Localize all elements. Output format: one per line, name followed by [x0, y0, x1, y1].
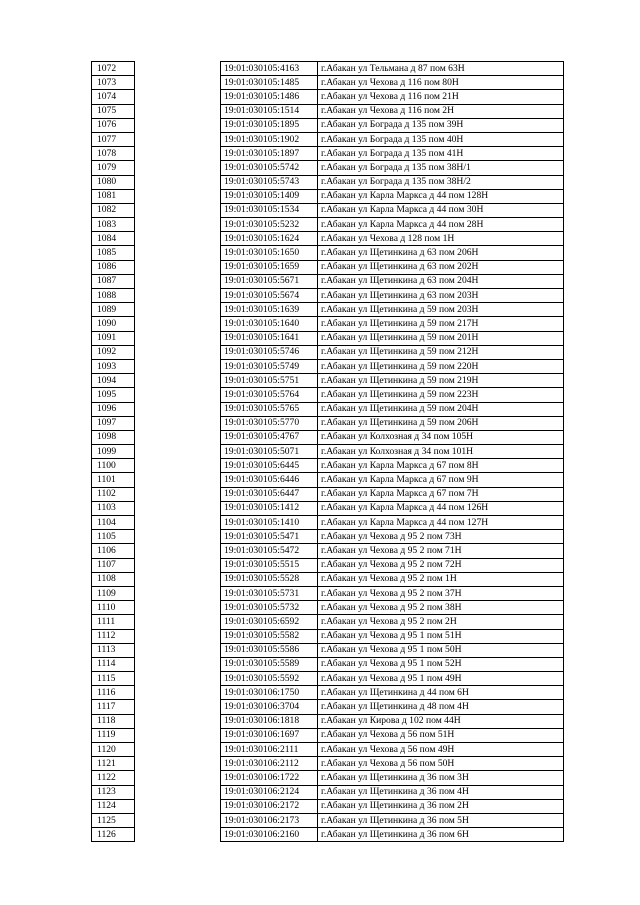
- object-address: г.Абакан ул Щетинкина д 59 пом 204Н: [318, 402, 564, 416]
- table-row: [92, 218, 564, 232]
- table-row: [92, 402, 564, 416]
- cadastral-number: 19:01:030105:6446: [221, 473, 318, 487]
- empty-cell: [135, 813, 221, 827]
- empty-cell: [135, 473, 221, 487]
- cadastral-number: 19:01:030105:5515: [221, 558, 318, 572]
- empty-cell: [135, 501, 221, 515]
- empty-cell: [135, 643, 221, 657]
- empty-cell: [135, 317, 221, 331]
- table-row: [92, 757, 564, 771]
- row-number: 1092: [92, 345, 135, 359]
- object-address: г.Абакан ул Чехова д 116 пом 80Н: [318, 76, 564, 90]
- table-row: [92, 516, 564, 530]
- empty-cell: [135, 175, 221, 189]
- cadastral-number: 19:01:030105:1895: [221, 118, 318, 132]
- cadastral-number: 19:01:030105:1639: [221, 303, 318, 317]
- table-row: [92, 161, 564, 175]
- object-address: г.Абакан ул Щетинкина д 63 пом 202Н: [318, 260, 564, 274]
- row-number: 1100: [92, 459, 135, 473]
- row-number: 1103: [92, 501, 135, 515]
- cadastral-number: 19:01:030105:5743: [221, 175, 318, 189]
- object-address: г.Абакан ул Бограда д 135 пом 39Н: [318, 118, 564, 132]
- object-address: г.Абакан ул Щетинкина д 59 пом 212Н: [318, 345, 564, 359]
- empty-cell: [135, 374, 221, 388]
- table-row: [92, 416, 564, 430]
- row-number: 1125: [92, 813, 135, 827]
- empty-cell: [135, 572, 221, 586]
- cadastral-number: 19:01:030105:5742: [221, 161, 318, 175]
- row-number: 1074: [92, 90, 135, 104]
- table-row: [92, 90, 564, 104]
- object-address: г.Абакан ул Щетинкина д 59 пом 217Н: [318, 317, 564, 331]
- cadastral-number: 19:01:030106:1697: [221, 728, 318, 742]
- row-number: 1079: [92, 161, 135, 175]
- empty-cell: [135, 289, 221, 303]
- empty-cell: [135, 487, 221, 501]
- object-address: г.Абакан ул Карла Маркса д 44 пом 128Н: [318, 189, 564, 203]
- cadastral-number: 19:01:030105:1486: [221, 90, 318, 104]
- row-number: 1115: [92, 672, 135, 686]
- row-number: 1073: [92, 76, 135, 90]
- row-number: 1110: [92, 601, 135, 615]
- cadastral-number: 19:01:030105:5472: [221, 544, 318, 558]
- table-row: [92, 359, 564, 373]
- cadastral-number: 19:01:030105:1409: [221, 189, 318, 203]
- empty-cell: [135, 601, 221, 615]
- object-address: г.Абакан ул Карла Маркса д 44 пом 30Н: [318, 203, 564, 217]
- table-row: [92, 317, 564, 331]
- row-number: 1105: [92, 530, 135, 544]
- cadastral-number: 19:01:030106:3704: [221, 700, 318, 714]
- object-address: г.Абакан ул Чехова д 95 2 пом 1Н: [318, 572, 564, 586]
- table-row: [92, 743, 564, 757]
- row-number: 1118: [92, 714, 135, 728]
- object-address: г.Абакан ул Карла Маркса д 67 пом 8Н: [318, 459, 564, 473]
- row-number: 1077: [92, 132, 135, 146]
- cadastral-number: 19:01:030105:5232: [221, 218, 318, 232]
- object-address: г.Абакан ул Колхозная д 34 пом 105Н: [318, 430, 564, 444]
- cadastral-number: 19:01:030105:5671: [221, 274, 318, 288]
- object-address: г.Абакан ул Щетинкина д 63 пом 206Н: [318, 246, 564, 260]
- cadastral-number: 19:01:030105:1412: [221, 501, 318, 515]
- object-address: г.Абакан ул Щетинкина д 36 пом 4Н: [318, 785, 564, 799]
- table-row: [92, 544, 564, 558]
- object-address: г.Абакан ул Карла Маркса д 44 пом 126Н: [318, 501, 564, 515]
- cadastral-number: 19:01:030106:2173: [221, 813, 318, 827]
- object-address: г.Абакан ул Чехова д 56 пом 51Н: [318, 728, 564, 742]
- empty-cell: [135, 260, 221, 274]
- empty-cell: [135, 771, 221, 785]
- empty-cell: [135, 62, 221, 76]
- row-number: 1101: [92, 473, 135, 487]
- table-row: [92, 799, 564, 813]
- table-row: [92, 629, 564, 643]
- empty-cell: [135, 274, 221, 288]
- cadastral-number: 19:01:030105:6447: [221, 487, 318, 501]
- empty-cell: [135, 714, 221, 728]
- empty-cell: [135, 402, 221, 416]
- row-number: 1087: [92, 274, 135, 288]
- row-number: 1072: [92, 62, 135, 76]
- table-row: [92, 274, 564, 288]
- row-number: 1104: [92, 516, 135, 530]
- empty-cell: [135, 558, 221, 572]
- table-row: [92, 76, 564, 90]
- cadastral-number: 19:01:030105:1897: [221, 147, 318, 161]
- cadastral-number: 19:01:030105:1624: [221, 232, 318, 246]
- empty-cell: [135, 700, 221, 714]
- table-row: [92, 459, 564, 473]
- row-number: 1113: [92, 643, 135, 657]
- empty-cell: [135, 657, 221, 671]
- row-number: 1084: [92, 232, 135, 246]
- table-row: [92, 345, 564, 359]
- empty-cell: [135, 203, 221, 217]
- empty-cell: [135, 544, 221, 558]
- cadastral-number: 19:01:030106:1722: [221, 771, 318, 785]
- cadastral-number: 19:01:030106:2124: [221, 785, 318, 799]
- empty-cell: [135, 132, 221, 146]
- cadastral-number: 19:01:030105:5764: [221, 388, 318, 402]
- row-number: 1112: [92, 629, 135, 643]
- cadastral-number: 19:01:030106:2112: [221, 757, 318, 771]
- object-address: г.Абакан ул Чехова д 95 1 пом 49Н: [318, 672, 564, 686]
- row-number: 1116: [92, 686, 135, 700]
- empty-cell: [135, 189, 221, 203]
- registry-table-body: [92, 62, 564, 842]
- cadastral-number: 19:01:030105:1514: [221, 104, 318, 118]
- object-address: г.Абакан ул Щетинкина д 59 пом 223Н: [318, 388, 564, 402]
- cadastral-number: 19:01:030105:1659: [221, 260, 318, 274]
- cadastral-number: 19:01:030106:1750: [221, 686, 318, 700]
- cadastral-number: 19:01:030105:5746: [221, 345, 318, 359]
- table-row: [92, 672, 564, 686]
- object-address: г.Абакан ул Щетинкина д 63 пом 203Н: [318, 289, 564, 303]
- object-address: г.Абакан ул Щетинкина д 36 пом 5Н: [318, 813, 564, 827]
- empty-cell: [135, 118, 221, 132]
- cadastral-number: 19:01:030105:5674: [221, 289, 318, 303]
- table-row: [92, 374, 564, 388]
- cadastral-number: 19:01:030105:1534: [221, 203, 318, 217]
- row-number: 1088: [92, 289, 135, 303]
- object-address: г.Абакан ул Чехова д 116 пом 21Н: [318, 90, 564, 104]
- row-number: 1124: [92, 799, 135, 813]
- table-row: [92, 118, 564, 132]
- table-row: [92, 388, 564, 402]
- cadastral-number: 19:01:030105:5592: [221, 672, 318, 686]
- object-address: г.Абакан ул Щетинкина д 48 пом 4Н: [318, 700, 564, 714]
- object-address: г.Абакан ул Щетинкина д 44 пом 6Н: [318, 686, 564, 700]
- object-address: г.Абакан ул Карла Маркса д 44 пом 127Н: [318, 516, 564, 530]
- row-number: 1122: [92, 771, 135, 785]
- row-number: 1109: [92, 586, 135, 600]
- row-number: 1108: [92, 572, 135, 586]
- row-number: 1126: [92, 828, 135, 842]
- empty-cell: [135, 516, 221, 530]
- row-number: 1086: [92, 260, 135, 274]
- empty-cell: [135, 104, 221, 118]
- table-row: [92, 714, 564, 728]
- row-number: 1082: [92, 203, 135, 217]
- table-row: [92, 203, 564, 217]
- table-row: [92, 260, 564, 274]
- object-address: г.Абакан ул Чехова д 95 2 пом 73Н: [318, 530, 564, 544]
- row-number: 1076: [92, 118, 135, 132]
- row-number: 1097: [92, 416, 135, 430]
- cadastral-number: 19:01:030105:5528: [221, 572, 318, 586]
- object-address: г.Абакан ул Чехова д 95 2 пом 38Н: [318, 601, 564, 615]
- object-address: г.Абакан ул Щетинкина д 36 пом 3Н: [318, 771, 564, 785]
- object-address: г.Абакан ул Карла Маркса д 67 пом 9Н: [318, 473, 564, 487]
- cadastral-number: 19:01:030105:5471: [221, 530, 318, 544]
- empty-cell: [135, 785, 221, 799]
- cadastral-number: 19:01:030105:5582: [221, 629, 318, 643]
- table-row: [92, 303, 564, 317]
- object-address: г.Абакан ул Бограда д 135 пом 38Н/2: [318, 175, 564, 189]
- object-address: г.Абакан ул Чехова д 95 2 пом 72Н: [318, 558, 564, 572]
- table-row: [92, 189, 564, 203]
- cadastral-number: 19:01:030105:1650: [221, 246, 318, 260]
- empty-cell: [135, 345, 221, 359]
- empty-cell: [135, 331, 221, 345]
- cadastral-number: 19:01:030105:5731: [221, 586, 318, 600]
- table-row: [92, 785, 564, 799]
- row-number: 1119: [92, 728, 135, 742]
- object-address: г.Абакан ул Щетинкина д 59 пом 219Н: [318, 374, 564, 388]
- row-number: 1095: [92, 388, 135, 402]
- object-address: г.Абакан ул Чехова д 116 пом 2Н: [318, 104, 564, 118]
- empty-cell: [135, 530, 221, 544]
- row-number: 1089: [92, 303, 135, 317]
- cadastral-number: 19:01:030105:1485: [221, 76, 318, 90]
- empty-cell: [135, 743, 221, 757]
- cadastral-number: 19:01:030105:5586: [221, 643, 318, 657]
- cadastral-number: 19:01:030105:4767: [221, 430, 318, 444]
- empty-cell: [135, 728, 221, 742]
- empty-cell: [135, 757, 221, 771]
- row-number: 1117: [92, 700, 135, 714]
- table-row: [92, 132, 564, 146]
- row-number: 1123: [92, 785, 135, 799]
- table-row: [92, 771, 564, 785]
- empty-cell: [135, 416, 221, 430]
- empty-cell: [135, 445, 221, 459]
- table-row: [92, 586, 564, 600]
- cadastral-number: 19:01:030105:1640: [221, 317, 318, 331]
- empty-cell: [135, 615, 221, 629]
- table-row: [92, 572, 564, 586]
- object-address: г.Абакан ул Щетинкина д 59 пом 203Н: [318, 303, 564, 317]
- object-address: г.Абакан ул Щетинкина д 63 пом 204Н: [318, 274, 564, 288]
- empty-cell: [135, 388, 221, 402]
- cadastral-number: 19:01:030105:5071: [221, 445, 318, 459]
- cadastral-number: 19:01:030105:5770: [221, 416, 318, 430]
- cadastral-number: 19:01:030106:2160: [221, 828, 318, 842]
- empty-cell: [135, 359, 221, 373]
- cadastral-number: 19:01:030105:5751: [221, 374, 318, 388]
- cadastral-number: 19:01:030105:5765: [221, 402, 318, 416]
- empty-cell: [135, 232, 221, 246]
- object-address: г.Абакан ул Кирова д 102 пом 44Н: [318, 714, 564, 728]
- table-row: [92, 700, 564, 714]
- table-row: [92, 487, 564, 501]
- table-row: [92, 289, 564, 303]
- empty-cell: [135, 147, 221, 161]
- empty-cell: [135, 218, 221, 232]
- row-number: 1102: [92, 487, 135, 501]
- cadastral-number: 19:01:030105:6445: [221, 459, 318, 473]
- object-address: г.Абакан ул Щетинкина д 36 пом 6Н: [318, 828, 564, 842]
- row-number: 1111: [92, 615, 135, 629]
- object-address: г.Абакан ул Чехова д 95 1 пом 52Н: [318, 657, 564, 671]
- empty-cell: [135, 686, 221, 700]
- object-address: г.Абакан ул Карла Маркса д 44 пом 28Н: [318, 218, 564, 232]
- row-number: 1091: [92, 331, 135, 345]
- table-row: [92, 104, 564, 118]
- cadastral-number: 19:01:030105:1641: [221, 331, 318, 345]
- table-row: [92, 501, 564, 515]
- row-number: 1075: [92, 104, 135, 118]
- table-row: [92, 232, 564, 246]
- empty-cell: [135, 430, 221, 444]
- row-number: 1083: [92, 218, 135, 232]
- cadastral-number: 19:01:030105:5589: [221, 657, 318, 671]
- empty-cell: [135, 161, 221, 175]
- cadastral-number: 19:01:030105:5749: [221, 359, 318, 373]
- object-address: г.Абакан ул Чехова д 56 пом 50Н: [318, 757, 564, 771]
- cadastral-number: 19:01:030105:4163: [221, 62, 318, 76]
- empty-cell: [135, 459, 221, 473]
- empty-cell: [135, 828, 221, 842]
- object-address: г.Абакан ул Тельмана д 87 пом 63Н: [318, 62, 564, 76]
- row-number: 1107: [92, 558, 135, 572]
- registry-table-container: [91, 61, 563, 842]
- object-address: г.Абакан ул Чехова д 95 2 пом 2Н: [318, 615, 564, 629]
- row-number: 1093: [92, 359, 135, 373]
- row-number: 1096: [92, 402, 135, 416]
- object-address: г.Абакан ул Щетинкина д 59 пом 201Н: [318, 331, 564, 345]
- table-row: [92, 246, 564, 260]
- table-row: [92, 445, 564, 459]
- cadastral-number: 19:01:030105:1902: [221, 132, 318, 146]
- row-number: 1090: [92, 317, 135, 331]
- table-row: [92, 643, 564, 657]
- object-address: г.Абакан ул Щетинкина д 36 пом 2Н: [318, 799, 564, 813]
- table-row: [92, 530, 564, 544]
- object-address: г.Абакан ул Бограда д 135 пом 40Н: [318, 132, 564, 146]
- object-address: г.Абакан ул Чехова д 95 2 пом 37Н: [318, 586, 564, 600]
- object-address: г.Абакан ул Щетинкина д 59 пом 220Н: [318, 359, 564, 373]
- registry-table: [91, 61, 564, 842]
- table-row: [92, 331, 564, 345]
- empty-cell: [135, 629, 221, 643]
- object-address: г.Абакан ул Чехова д 128 пом 1Н: [318, 232, 564, 246]
- cadastral-number: 19:01:030105:1410: [221, 516, 318, 530]
- table-row: [92, 813, 564, 827]
- empty-cell: [135, 672, 221, 686]
- table-row: [92, 657, 564, 671]
- cadastral-number: 19:01:030105:6592: [221, 615, 318, 629]
- table-row: [92, 601, 564, 615]
- empty-cell: [135, 90, 221, 104]
- row-number: 1114: [92, 657, 135, 671]
- table-row: [92, 828, 564, 842]
- object-address: г.Абакан ул Карла Маркса д 67 пом 7Н: [318, 487, 564, 501]
- row-number: 1098: [92, 430, 135, 444]
- empty-cell: [135, 799, 221, 813]
- cadastral-number: 19:01:030105:5732: [221, 601, 318, 615]
- cadastral-number: 19:01:030106:1818: [221, 714, 318, 728]
- empty-cell: [135, 586, 221, 600]
- row-number: 1080: [92, 175, 135, 189]
- table-row: [92, 147, 564, 161]
- table-row: [92, 473, 564, 487]
- table-row: [92, 558, 564, 572]
- row-number: 1106: [92, 544, 135, 558]
- row-number: 1121: [92, 757, 135, 771]
- object-address: г.Абакан ул Чехова д 95 1 пом 50Н: [318, 643, 564, 657]
- object-address: г.Абакан ул Чехова д 56 пом 49Н: [318, 743, 564, 757]
- object-address: г.Абакан ул Чехова д 95 1 пом 51Н: [318, 629, 564, 643]
- empty-cell: [135, 76, 221, 90]
- row-number: 1081: [92, 189, 135, 203]
- row-number: 1120: [92, 743, 135, 757]
- object-address: г.Абакан ул Бограда д 135 пом 41Н: [318, 147, 564, 161]
- object-address: г.Абакан ул Колхозная д 34 пом 101Н: [318, 445, 564, 459]
- empty-cell: [135, 303, 221, 317]
- table-row: [92, 615, 564, 629]
- row-number: 1085: [92, 246, 135, 260]
- empty-cell: [135, 246, 221, 260]
- object-address: г.Абакан ул Щетинкина д 59 пом 206Н: [318, 416, 564, 430]
- object-address: г.Абакан ул Бограда д 135 пом 38Н/1: [318, 161, 564, 175]
- table-row: [92, 686, 564, 700]
- row-number: 1094: [92, 374, 135, 388]
- table-row: [92, 62, 564, 76]
- table-row: [92, 175, 564, 189]
- object-address: г.Абакан ул Чехова д 95 2 пом 71Н: [318, 544, 564, 558]
- row-number: 1078: [92, 147, 135, 161]
- row-number: 1099: [92, 445, 135, 459]
- cadastral-number: 19:01:030106:2111: [221, 743, 318, 757]
- table-row: [92, 430, 564, 444]
- cadastral-number: 19:01:030106:2172: [221, 799, 318, 813]
- table-row: [92, 728, 564, 742]
